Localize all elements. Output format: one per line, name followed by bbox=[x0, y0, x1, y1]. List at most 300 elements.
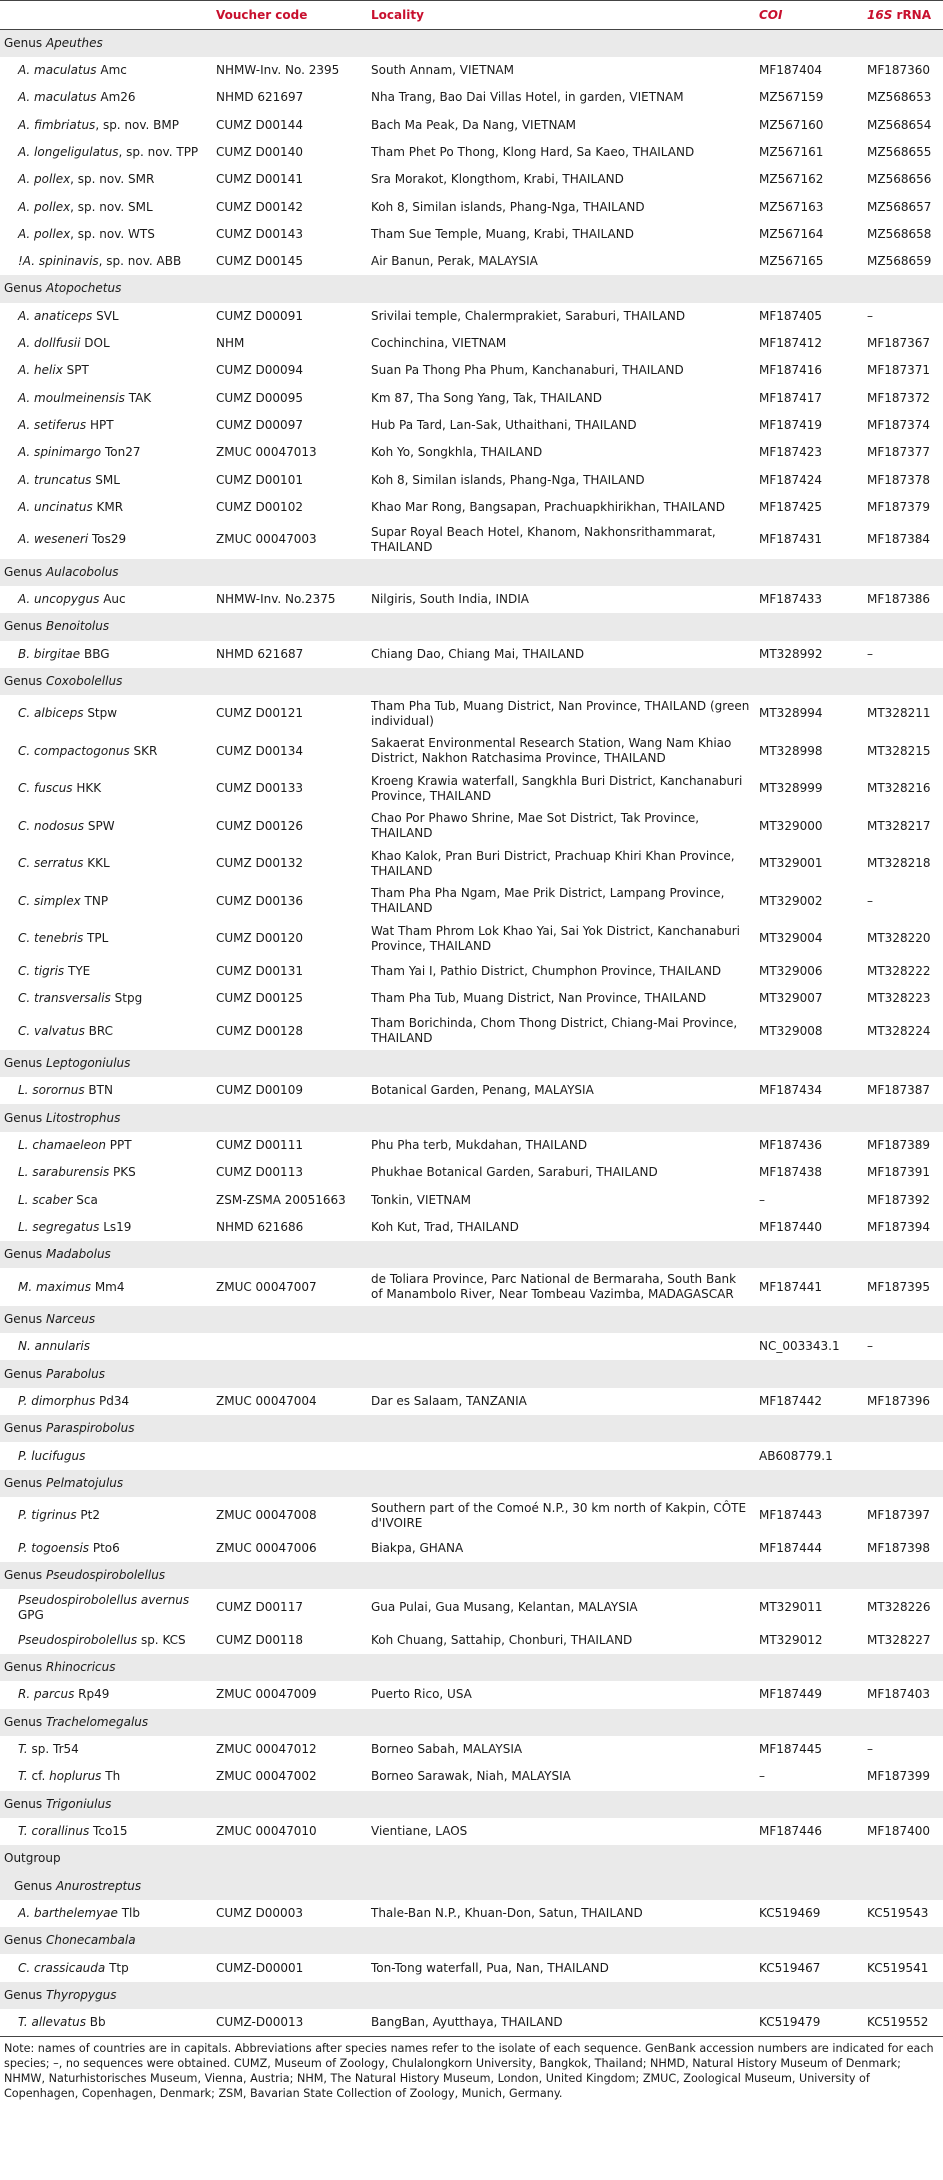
genus-heading bbox=[0, 1562, 943, 1589]
genus-row bbox=[0, 1845, 943, 1872]
genus-heading bbox=[0, 30, 943, 57]
species-name: L. scaber bbox=[18, 1192, 73, 1207]
header-voucher-code: Voucher code bbox=[212, 1, 367, 30]
species-cell bbox=[0, 2009, 212, 2036]
rrna-accession-cell: MF187360 bbox=[863, 57, 943, 84]
voucher-code-cell bbox=[212, 1333, 367, 1360]
genus-name: Thyropygus bbox=[45, 1987, 117, 2002]
rrna-accession-cell: MF187389 bbox=[863, 1132, 943, 1159]
table-row bbox=[0, 494, 943, 521]
species-name: A. truncatus bbox=[18, 472, 92, 487]
genus-prefix: Genus bbox=[4, 1714, 46, 1729]
genus-heading bbox=[0, 1306, 943, 1333]
locality-cell: Phu Pha terb, Mukdahan, THAILAND bbox=[367, 1132, 755, 1159]
table-row bbox=[0, 770, 943, 808]
isolate-code: HPT bbox=[86, 418, 114, 433]
species-cell bbox=[0, 1736, 212, 1763]
rrna-accession-cell: MT328227 bbox=[863, 1627, 943, 1654]
genus-prefix: Genus bbox=[4, 1660, 46, 1675]
rrna-accession-cell: MZ568656 bbox=[863, 166, 943, 193]
table-row bbox=[0, 1333, 943, 1360]
isolate-code: Tco15 bbox=[89, 1823, 128, 1838]
species-name: A. pollex bbox=[18, 199, 71, 214]
locality-cell: Km 87, Tha Song Yang, Tak, THAILAND bbox=[367, 385, 755, 412]
genus-heading bbox=[0, 1927, 943, 1954]
coi-accession-cell: MT329002 bbox=[755, 883, 863, 921]
species-name: C. transversalis bbox=[18, 991, 111, 1006]
species-name: T. corallinus bbox=[18, 1823, 90, 1838]
locality-cell: Koh 8, Similan islands, Phang-Nga, THAILAND bbox=[367, 193, 755, 220]
isolate-code: PKS bbox=[109, 1165, 136, 1180]
locality-cell: Biakpa, GHANA bbox=[367, 1535, 755, 1562]
locality-cell: Nilgiris, South India, INDIA bbox=[367, 586, 755, 613]
table-body bbox=[0, 30, 943, 2037]
voucher-code-cell: ZMUC 00047003 bbox=[212, 521, 367, 559]
locality-cell: BangBan, Ayutthaya, THAILAND bbox=[367, 2009, 755, 2036]
species-cell bbox=[0, 111, 212, 138]
rrna-accession-cell: MZ568659 bbox=[863, 248, 943, 275]
locality-cell: Koh Yo, Songkhla, THAILAND bbox=[367, 439, 755, 466]
coi-accession-cell: MZ567161 bbox=[755, 139, 863, 166]
isolate-code: sp. KCS bbox=[137, 1632, 186, 1647]
coi-accession-cell: MF187441 bbox=[755, 1268, 863, 1306]
species-cell bbox=[0, 439, 212, 466]
isolate-code: Stpg bbox=[110, 991, 143, 1006]
coi-accession-cell: MF187419 bbox=[755, 412, 863, 439]
header-rrna-text: rRNA bbox=[892, 8, 932, 22]
genus-row bbox=[0, 1709, 943, 1736]
voucher-code-cell: NHMW-Inv. No. 2395 bbox=[212, 57, 367, 84]
species-cell bbox=[0, 1012, 212, 1050]
coi-accession-cell: – bbox=[755, 1186, 863, 1213]
genus-row bbox=[0, 1791, 943, 1818]
table-row bbox=[0, 84, 943, 111]
isolate-code: SKR bbox=[129, 743, 158, 758]
header-coi: COI bbox=[755, 1, 863, 30]
rrna-accession-cell: MT328216 bbox=[863, 770, 943, 808]
coi-accession-cell: MF187423 bbox=[755, 439, 863, 466]
voucher-code-cell: CUMZ D00097 bbox=[212, 412, 367, 439]
species-cell bbox=[0, 84, 212, 111]
species-name: A. pollex bbox=[18, 226, 71, 241]
locality-cell: Koh 8, Similan islands, Phang-Nga, THAILAND bbox=[367, 467, 755, 494]
species-cell bbox=[0, 808, 212, 846]
voucher-code-cell: CUMZ D00118 bbox=[212, 1627, 367, 1654]
genus-row bbox=[0, 1927, 943, 1954]
genus-row bbox=[0, 30, 943, 57]
coi-accession-cell: MZ567163 bbox=[755, 193, 863, 220]
rrna-accession-cell: MF187378 bbox=[863, 467, 943, 494]
rrna-accession-cell: MF187392 bbox=[863, 1186, 943, 1213]
voucher-code-cell: CUMZ D00094 bbox=[212, 357, 367, 384]
coi-accession-cell: MF187436 bbox=[755, 1132, 863, 1159]
species-cell bbox=[0, 467, 212, 494]
species-cell bbox=[0, 357, 212, 384]
rrna-accession-cell: MT328217 bbox=[863, 808, 943, 846]
rrna-accession-cell: – bbox=[863, 303, 943, 330]
genus-heading bbox=[0, 613, 943, 640]
isolate-code: PPT bbox=[105, 1137, 132, 1152]
coi-accession-cell: MT328992 bbox=[755, 641, 863, 668]
species-name: A. pollex bbox=[18, 172, 71, 187]
table-row bbox=[0, 920, 943, 958]
species-name: N. annularis bbox=[18, 1339, 90, 1354]
locality-cell: Bach Ma Peak, Da Nang, VIETNAM bbox=[367, 111, 755, 138]
table-row bbox=[0, 1077, 943, 1104]
isolate-code: Pto6 bbox=[89, 1540, 120, 1555]
table-row bbox=[0, 958, 943, 985]
locality-cell: Southern part of the Comoé N.P., 30 km north of Kakpin, CÔTE d'IVOIRE bbox=[367, 1497, 755, 1535]
species-name: A. fimbriatus bbox=[18, 117, 96, 132]
species-name: Pseudospirobolellus bbox=[18, 1632, 138, 1647]
species-name: T. bbox=[18, 1769, 28, 1784]
voucher-code-cell: CUMZ D00109 bbox=[212, 1077, 367, 1104]
rrna-accession-cell: MT328220 bbox=[863, 920, 943, 958]
genus-heading bbox=[0, 1415, 943, 1442]
species-name: L. saraburensis bbox=[18, 1165, 110, 1180]
isolate-code: Ttp bbox=[105, 1960, 129, 1975]
genus-prefix: Genus bbox=[4, 1366, 46, 1381]
locality-cell bbox=[367, 1442, 755, 1469]
locality-cell: Phukhae Botanical Garden, Saraburi, THAILAND bbox=[367, 1159, 755, 1186]
species-cell bbox=[0, 770, 212, 808]
genus-heading bbox=[0, 1241, 943, 1268]
species-name: Pseudospirobolellus avernus bbox=[18, 1592, 190, 1607]
genus-heading bbox=[0, 1050, 943, 1077]
rrna-accession-cell: MT328211 bbox=[863, 695, 943, 733]
rrna-accession-cell: MT328226 bbox=[863, 1589, 943, 1627]
genus-row bbox=[0, 1562, 943, 1589]
rrna-accession-cell bbox=[863, 1442, 943, 1469]
locality-cell: Gua Pulai, Gua Musang, Kelantan, MALAYSIA bbox=[367, 1589, 755, 1627]
rrna-accession-cell: MF187374 bbox=[863, 412, 943, 439]
species-name: L. segregatus bbox=[18, 1219, 100, 1234]
isolate-code: Bb bbox=[85, 2014, 106, 2029]
table-row bbox=[0, 2009, 943, 2036]
coi-accession-cell: MZ567159 bbox=[755, 84, 863, 111]
species-cell bbox=[0, 958, 212, 985]
coi-accession-cell: MF187442 bbox=[755, 1388, 863, 1415]
species-cell bbox=[0, 985, 212, 1012]
genus-prefix: Genus bbox=[4, 1796, 46, 1811]
voucher-code-cell: CUMZ D00144 bbox=[212, 111, 367, 138]
genus-row bbox=[0, 1415, 943, 1442]
table-row bbox=[0, 412, 943, 439]
genus-name: Benoitolus bbox=[45, 619, 110, 634]
species-name: C. valvatus bbox=[18, 1023, 85, 1038]
locality-cell: Puerto Rico, USA bbox=[367, 1681, 755, 1708]
locality-cell: Borneo Sabah, MALAYSIA bbox=[367, 1736, 755, 1763]
voucher-code-cell: ZMUC 00047013 bbox=[212, 439, 367, 466]
genus-name: Pelmatojulus bbox=[45, 1475, 124, 1490]
coi-accession-cell: – bbox=[755, 1763, 863, 1790]
table-row bbox=[0, 248, 943, 275]
species-cell bbox=[0, 1763, 212, 1790]
species-name: A. maculatus bbox=[18, 62, 97, 77]
table-row bbox=[0, 357, 943, 384]
species-name: T. bbox=[18, 1742, 28, 1757]
species-name: C. compactogonus bbox=[18, 743, 130, 758]
rrna-accession-cell: MF187384 bbox=[863, 521, 943, 559]
genus-prefix: Genus bbox=[4, 1247, 46, 1262]
table-row bbox=[0, 467, 943, 494]
genus-prefix: Genus bbox=[4, 619, 46, 634]
isolate-code: BRC bbox=[84, 1023, 113, 1038]
isolate-code: Pt2 bbox=[76, 1508, 100, 1523]
genus-row bbox=[0, 1241, 943, 1268]
coi-accession-cell: MT328999 bbox=[755, 770, 863, 808]
table-row bbox=[0, 221, 943, 248]
locality-cell: Chao Por Phawo Shrine, Mae Sot District, Tak Province, THAILAND bbox=[367, 808, 755, 846]
species-cell bbox=[0, 695, 212, 733]
voucher-code-cell: NHMW-Inv. No.2375 bbox=[212, 586, 367, 613]
locality-cell: Khao Kalok, Pran Buri District, Prachuap Khiri Khan Province, THAILAND bbox=[367, 845, 755, 883]
voucher-code-cell: ZMUC 00047006 bbox=[212, 1535, 367, 1562]
coi-accession-cell: MF187445 bbox=[755, 1736, 863, 1763]
isolate-code: Rp49 bbox=[74, 1687, 110, 1702]
species-cell bbox=[0, 221, 212, 248]
rrna-accession-cell: MF187394 bbox=[863, 1214, 943, 1241]
voucher-code-cell: CUMZ D00142 bbox=[212, 193, 367, 220]
species-cell bbox=[0, 1077, 212, 1104]
genus-prefix: Genus bbox=[4, 1110, 46, 1125]
rrna-accession-cell: MF187377 bbox=[863, 439, 943, 466]
table-header bbox=[0, 1, 943, 30]
genus-prefix: Genus bbox=[14, 1878, 56, 1893]
coi-accession-cell: MF187431 bbox=[755, 521, 863, 559]
isolate-code: Am26 bbox=[96, 90, 136, 105]
isolate-code: sp. Tr54 bbox=[27, 1742, 79, 1757]
rrna-accession-cell: MZ568654 bbox=[863, 111, 943, 138]
rrna-accession-cell: MZ568658 bbox=[863, 221, 943, 248]
species-cell bbox=[0, 1535, 212, 1562]
species-cell bbox=[0, 1159, 212, 1186]
table-row bbox=[0, 439, 943, 466]
species-cell bbox=[0, 193, 212, 220]
genus-row bbox=[0, 559, 943, 586]
coi-accession-cell: MT329008 bbox=[755, 1012, 863, 1050]
coi-accession-cell: AB608779.1 bbox=[755, 1442, 863, 1469]
voucher-code-cell: CUMZ D00095 bbox=[212, 385, 367, 412]
rrna-accession-cell: MF187391 bbox=[863, 1159, 943, 1186]
rrna-accession-cell: MF187387 bbox=[863, 1077, 943, 1104]
coi-accession-cell: MT328998 bbox=[755, 733, 863, 771]
genus-name: Narceus bbox=[45, 1311, 96, 1326]
species-cell bbox=[0, 641, 212, 668]
voucher-code-cell: ZMUC 00047002 bbox=[212, 1763, 367, 1790]
genus-row bbox=[0, 613, 943, 640]
locality-cell: Nha Trang, Bao Dai Villas Hotel, in garden, VIETNAM bbox=[367, 84, 755, 111]
species-name: P. dimorphus bbox=[18, 1393, 96, 1408]
table-row bbox=[0, 641, 943, 668]
header-16s-rrna bbox=[863, 1, 943, 30]
voucher-code-cell: ZMUC 00047007 bbox=[212, 1268, 367, 1306]
voucher-code-cell: CUMZ D00101 bbox=[212, 467, 367, 494]
table-row bbox=[0, 111, 943, 138]
voucher-code-cell: CUMZ D00113 bbox=[212, 1159, 367, 1186]
species-cell bbox=[0, 248, 212, 275]
voucher-code-cell: CUMZ D00141 bbox=[212, 166, 367, 193]
isolate-code: Amc bbox=[96, 62, 127, 77]
locality-cell: Wat Tham Phrom Lok Khao Yai, Sai Yok District, Kanchanaburi Province, THAILAND bbox=[367, 920, 755, 958]
locality-cell: Koh Chuang, Sattahip, Chonburi, THAILAND bbox=[367, 1627, 755, 1654]
species-name: C. tigris bbox=[18, 963, 65, 978]
genus-row bbox=[0, 668, 943, 695]
species-name: A. setiferus bbox=[18, 418, 87, 433]
table-row bbox=[0, 1954, 943, 1981]
genus-name: Parabolus bbox=[45, 1366, 105, 1381]
voucher-code-cell: CUMZ D00133 bbox=[212, 770, 367, 808]
genus-prefix: Genus bbox=[4, 1567, 46, 1582]
voucher-code-cell: CUMZ D00136 bbox=[212, 883, 367, 921]
genus-prefix: Genus bbox=[4, 281, 46, 296]
rrna-accession-cell: MF187395 bbox=[863, 1268, 943, 1306]
species-name: T. allevatus bbox=[18, 2014, 86, 2029]
isolate-code: , sp. nov. BMP bbox=[95, 117, 180, 132]
header-16s-italic: 16S bbox=[867, 8, 893, 22]
species-name: C. crassicauda bbox=[18, 1960, 106, 1975]
rrna-accession-cell: MZ568655 bbox=[863, 139, 943, 166]
isolate-code: Pd34 bbox=[95, 1393, 130, 1408]
genus-heading bbox=[0, 1709, 943, 1736]
table-row bbox=[0, 1497, 943, 1535]
species-name: C. serratus bbox=[18, 856, 84, 871]
genus-name: Leptogoniulus bbox=[45, 1055, 131, 1070]
species-cell bbox=[0, 139, 212, 166]
table-row bbox=[0, 1132, 943, 1159]
locality-cell: Air Banun, Perak, MALAYSIA bbox=[367, 248, 755, 275]
table-footnote: Note: names of countries are in capitals. Abbreviations after species names refer to the isolate of each sequence. GenBank accession numbers are indicated for each species; –, no sequences were obtained. CUMZ, Museum of Zoology, Chulalongkorn University, Bangkok, Thailand; NHMD, Natural History Museum of Denmark; NHMW, Naturhistorisches Museum, Vienna, Austria; NHM, The Natural History Museum, London, United Kingdom; ZMUC, Zoological Museum, University of Copenhagen, Copenhagen, Denmark; ZSM, Bavarian State Collection of Zoology, Munich, Germany. bbox=[4, 2041, 934, 2100]
coi-accession-cell: MF187446 bbox=[755, 1818, 863, 1845]
isolate-code: Auc bbox=[99, 592, 126, 607]
voucher-code-cell: ZSM-ZSMA 20051663 bbox=[212, 1186, 367, 1213]
rrna-accession-cell: MT328218 bbox=[863, 845, 943, 883]
genus-name: Apeuthes bbox=[45, 35, 103, 50]
rrna-accession-cell: MT328223 bbox=[863, 985, 943, 1012]
voucher-code-cell: CUMZ D00140 bbox=[212, 139, 367, 166]
species-cell bbox=[0, 330, 212, 357]
species-cell bbox=[0, 412, 212, 439]
locality-cell: Kroeng Krawia waterfall, Sangkhla Buri District, Kanchanaburi Province, THAILAND bbox=[367, 770, 755, 808]
locality-cell: Chiang Dao, Chiang Mai, THAILAND bbox=[367, 641, 755, 668]
species-cell bbox=[0, 57, 212, 84]
voucher-code-cell: CUMZ D00102 bbox=[212, 494, 367, 521]
genus-prefix: Genus bbox=[4, 35, 46, 50]
rrna-accession-cell: MF187367 bbox=[863, 330, 943, 357]
voucher-code-cell: CUMZ D00128 bbox=[212, 1012, 367, 1050]
locality-cell: Hub Pa Tard, Lan-Sak, Uthaithani, THAILAND bbox=[367, 412, 755, 439]
locality-cell: Sakaerat Environmental Research Station, Wang Nam Khiao District, Nakhon Ratchasima Province, THAILAND bbox=[367, 733, 755, 771]
species-cell bbox=[0, 1132, 212, 1159]
rrna-accession-cell: MF187379 bbox=[863, 494, 943, 521]
species-name: C. tenebris bbox=[18, 931, 84, 946]
isolate-code: BTN bbox=[84, 1083, 113, 1098]
coi-accession-cell: MT329007 bbox=[755, 985, 863, 1012]
locality-cell: Supar Royal Beach Hotel, Khanom, Nakhonsrithammarat, THAILAND bbox=[367, 521, 755, 559]
voucher-code-cell: NHMD 621697 bbox=[212, 84, 367, 111]
table-row bbox=[0, 1535, 943, 1562]
table-row bbox=[0, 733, 943, 771]
genus-heading bbox=[0, 668, 943, 695]
species-name: P. lucifugus bbox=[18, 1448, 86, 1463]
voucher-code-cell: CUMZ D00111 bbox=[212, 1132, 367, 1159]
isolate-code: Ton27 bbox=[101, 445, 141, 460]
rrna-accession-cell: MF187397 bbox=[863, 1497, 943, 1535]
coi-accession-cell: MT329011 bbox=[755, 1589, 863, 1627]
species-name: A. uncopygus bbox=[18, 592, 100, 607]
species-cell bbox=[0, 166, 212, 193]
genus-row bbox=[0, 1872, 943, 1899]
isolate-code: SPW bbox=[84, 818, 115, 833]
species-name: A. barthelemyae bbox=[18, 1905, 118, 1920]
table-row bbox=[0, 1268, 943, 1306]
isolate-code: Tlb bbox=[117, 1905, 141, 1920]
rrna-accession-cell: – bbox=[863, 1736, 943, 1763]
voucher-code-cell: CUMZ D00134 bbox=[212, 733, 367, 771]
voucher-code-cell: CUMZ D00145 bbox=[212, 248, 367, 275]
locality-cell: Tham Pha Tub, Muang District, Nan Province, THAILAND bbox=[367, 985, 755, 1012]
voucher-code-cell bbox=[212, 1442, 367, 1469]
genus-heading bbox=[0, 1845, 943, 1872]
isolate-code: , sp. nov. SMR bbox=[70, 172, 155, 187]
table-row bbox=[0, 1388, 943, 1415]
voucher-code-cell: CUMZ D00125 bbox=[212, 985, 367, 1012]
coi-accession-cell: MZ567160 bbox=[755, 111, 863, 138]
genus-heading bbox=[0, 1654, 943, 1681]
coi-accession-cell: MT329000 bbox=[755, 808, 863, 846]
species-cell bbox=[0, 1818, 212, 1845]
rrna-accession-cell: MT328224 bbox=[863, 1012, 943, 1050]
coi-accession-cell: MF187440 bbox=[755, 1214, 863, 1241]
isolate-code: Sca bbox=[72, 1192, 98, 1207]
isolate-code: , sp. nov. SML bbox=[70, 199, 153, 214]
isolate-code: BBG bbox=[80, 646, 110, 661]
table-row bbox=[0, 166, 943, 193]
rrna-accession-cell: MZ568653 bbox=[863, 84, 943, 111]
isolate-code: Tos29 bbox=[88, 532, 127, 547]
isolate-code: DOL bbox=[80, 336, 110, 351]
rrna-accession-cell: – bbox=[863, 883, 943, 921]
table-row bbox=[0, 330, 943, 357]
rrna-accession-cell: MT328215 bbox=[863, 733, 943, 771]
table-row bbox=[0, 385, 943, 412]
coi-accession-cell: MF187404 bbox=[755, 57, 863, 84]
table-row bbox=[0, 1442, 943, 1469]
coi-accession-cell: MF187425 bbox=[755, 494, 863, 521]
isolate-code: Mm4 bbox=[91, 1279, 125, 1294]
table-row bbox=[0, 303, 943, 330]
genus-heading bbox=[0, 1470, 943, 1497]
species-name: A. uncinatus bbox=[18, 499, 93, 514]
genus-prefix: Genus bbox=[4, 674, 46, 689]
species-cell bbox=[0, 494, 212, 521]
species-cell bbox=[0, 385, 212, 412]
table-row bbox=[0, 521, 943, 559]
species-cell bbox=[0, 1388, 212, 1415]
voucher-code-cell: CUMZ-D00001 bbox=[212, 1954, 367, 1981]
genus-heading bbox=[0, 1791, 943, 1818]
coi-accession-cell: MF187444 bbox=[755, 1535, 863, 1562]
table-row bbox=[0, 1681, 943, 1708]
species-cell bbox=[0, 845, 212, 883]
genus-prefix: Genus bbox=[4, 1421, 46, 1436]
coi-accession-cell: NC_003343.1 bbox=[755, 1333, 863, 1360]
isolate-code: Ls19 bbox=[99, 1219, 132, 1234]
genus-name: Trachelomegalus bbox=[45, 1714, 149, 1729]
genus-row bbox=[0, 1654, 943, 1681]
species-cell bbox=[0, 586, 212, 613]
species-cell bbox=[0, 1333, 212, 1360]
